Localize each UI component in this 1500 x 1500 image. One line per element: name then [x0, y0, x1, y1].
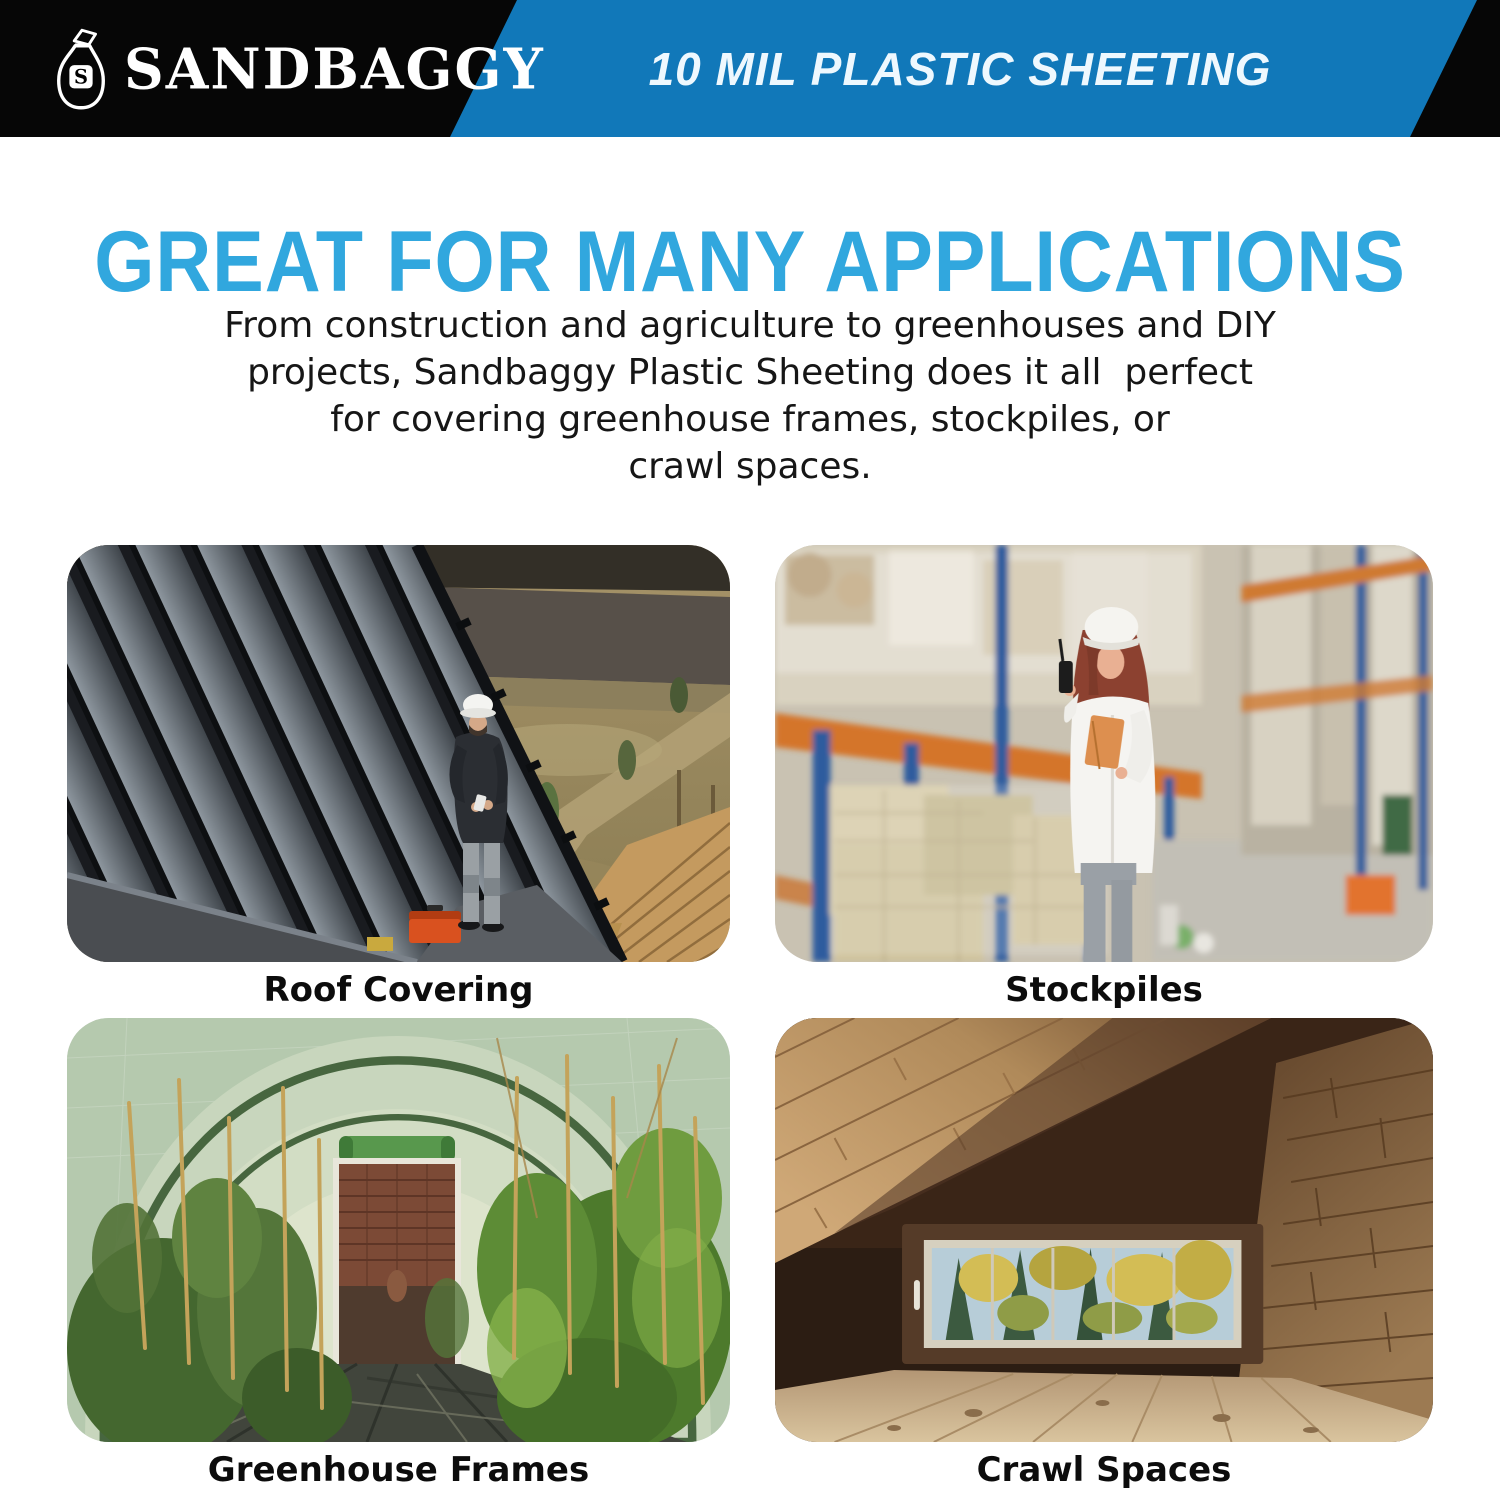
- description-line: projects, Sandbaggy Plastic Sheeting does it all perfect: [247, 352, 1253, 393]
- stockpiles-photo: [775, 545, 1433, 962]
- caption-greenhouse-frames: Greenhouse Frames: [207, 1450, 590, 1490]
- caption-crawl-spaces: Crawl Spaces: [976, 1450, 1232, 1490]
- roof-covering-photo: [67, 545, 730, 962]
- description-line: From construction and agriculture to greenhouses and DIY: [224, 305, 1276, 346]
- description-line: crawl spaces.: [628, 446, 872, 487]
- sandbag-icon-letter: S: [74, 65, 88, 89]
- intro-description: [0, 302, 1500, 490]
- brand-logo: [50, 0, 545, 137]
- brand-name: SANDBAGGY: [124, 35, 545, 102]
- page-title: GREAT FOR MANY APPLICATIONS: [94, 214, 1406, 310]
- caption-stockpiles: Stockpiles: [1005, 970, 1203, 1010]
- sandbag-icon: [50, 26, 112, 112]
- caption-roof-covering: Roof Covering: [263, 970, 534, 1010]
- description-line: for covering greenhouse frames, stockpiles, or: [330, 399, 1170, 440]
- crawl-spaces-photo: [775, 1018, 1433, 1442]
- greenhouse-frames-photo: [67, 1018, 730, 1442]
- banner-title: 10 MIL PLASTIC SHEETING: [648, 42, 1272, 95]
- crawl-space-window: [902, 1224, 1263, 1364]
